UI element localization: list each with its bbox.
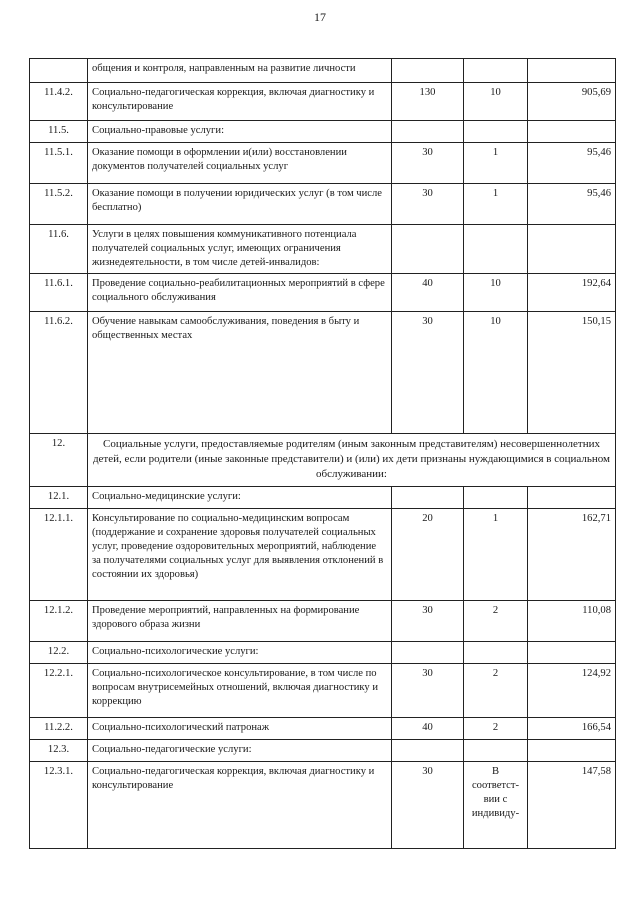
tariff	[528, 59, 616, 83]
frequency	[464, 225, 528, 274]
service-name: Услуги в целях повышения коммуникативного потенциала получателей социальных услуг, имеющих ограничения жизнедеятельности, в том числе детей-инвалидов:	[88, 225, 392, 274]
time-norm	[392, 739, 464, 761]
frequency	[464, 121, 528, 143]
frequency	[464, 59, 528, 83]
table-row	[30, 83, 616, 121]
service-name: Социально-правовые услуги:	[88, 121, 392, 143]
time-norm	[392, 59, 464, 83]
item-number: 12.1.2.	[30, 600, 88, 641]
time-norm: 40	[392, 717, 464, 739]
service-name: Обучение навыкам самообслуживания, поведения в быту и общественных местах	[88, 311, 392, 433]
table-row	[30, 641, 616, 663]
tariff: 95,46	[528, 143, 616, 184]
item-number: 11.4.2.	[30, 83, 88, 121]
table-row	[30, 739, 616, 761]
item-number: 12.3.	[30, 739, 88, 761]
table-row	[30, 59, 616, 83]
tariff: 124,92	[528, 663, 616, 717]
item-number: 12.1.1.	[30, 508, 88, 600]
time-norm: 30	[392, 143, 464, 184]
section-heading: Социальные услуги, предоставляемые родителям (иным законным представителям) несовершеннолетних детей, если родители (иные законные представители) и (или) их дети признаны нуждающимися в социальном обслуживании:	[88, 433, 616, 486]
frequency: 2	[464, 717, 528, 739]
table-row	[30, 600, 616, 641]
frequency: 2	[464, 600, 528, 641]
table-row	[30, 508, 616, 600]
time-norm: 40	[392, 273, 464, 311]
item-number: 12.2.1.	[30, 663, 88, 717]
frequency: 1	[464, 143, 528, 184]
service-name: Социально-педагогические услуги:	[88, 739, 392, 761]
item-number: 11.5.	[30, 121, 88, 143]
table-row	[30, 717, 616, 739]
time-norm: 30	[392, 663, 464, 717]
frequency: 10	[464, 83, 528, 121]
tariff: 110,08	[528, 600, 616, 641]
service-name: Проведение мероприятий, направленных на формирование здорового образа жизни	[88, 600, 392, 641]
services-table	[29, 58, 616, 849]
tariff: 905,69	[528, 83, 616, 121]
tariff: 150,15	[528, 311, 616, 433]
page-number: 17	[314, 10, 326, 24]
frequency: 1	[464, 184, 528, 225]
table-row	[30, 184, 616, 225]
time-norm: 30	[392, 184, 464, 225]
service-name: Проведение социально-реабилитационных мероприятий в сфере социального обслуживания	[88, 273, 392, 311]
tariff	[528, 641, 616, 663]
item-number: 11.2.2.	[30, 717, 88, 739]
frequency	[464, 739, 528, 761]
item-number: 12.	[30, 433, 88, 486]
item-number	[30, 59, 88, 83]
table-row	[30, 311, 616, 433]
frequency: В соответст-вии с индивиду-	[464, 761, 528, 848]
time-norm	[392, 641, 464, 663]
table-row	[30, 143, 616, 184]
table-row	[30, 761, 616, 848]
time-norm: 130	[392, 83, 464, 121]
item-number: 12.1.	[30, 486, 88, 508]
service-name: Социально-педагогическая коррекция, включая диагностику и консультирование	[88, 83, 392, 121]
frequency	[464, 641, 528, 663]
frequency: 10	[464, 273, 528, 311]
frequency: 10	[464, 311, 528, 433]
table-row	[30, 663, 616, 717]
time-norm: 30	[392, 761, 464, 848]
time-norm: 30	[392, 600, 464, 641]
frequency	[464, 486, 528, 508]
service-name: Социально-педагогическая коррекция, включая диагностику и консультирование	[88, 761, 392, 848]
service-name: Социально-психологическое консультирование, в том числе по вопросам внутрисемейных отношений, включая диагностику и коррекцию	[88, 663, 392, 717]
service-name: Социально-медицинские услуги:	[88, 486, 392, 508]
table-row	[30, 225, 616, 274]
time-norm: 30	[392, 311, 464, 433]
frequency: 2	[464, 663, 528, 717]
service-name: Оказание помощи в оформлении и(или) восстановлении документов получателей социальных услуг	[88, 143, 392, 184]
tariff	[528, 486, 616, 508]
item-number: 11.6.1.	[30, 273, 88, 311]
frequency: 1	[464, 508, 528, 600]
service-name: Социально-психологический патронаж	[88, 717, 392, 739]
tariff	[528, 121, 616, 143]
time-norm	[392, 486, 464, 508]
service-name: Консультирование по социально-медицинским вопросам (поддержание и сохранение здоровья получателей социальных услуг, проведение оздоровительных мероприятий, наблюдение за получателями социальных услуг для выявления отклонений в состоянии их здоровья)	[88, 508, 392, 600]
service-name: Оказание помощи в получении юридических услуг (в том числе бесплатно)	[88, 184, 392, 225]
item-number: 11.5.2.	[30, 184, 88, 225]
item-number: 12.2.	[30, 641, 88, 663]
tariff: 162,71	[528, 508, 616, 600]
time-norm	[392, 225, 464, 274]
time-norm: 20	[392, 508, 464, 600]
tariff: 95,46	[528, 184, 616, 225]
tariff: 166,54	[528, 717, 616, 739]
table-row	[30, 433, 616, 486]
table-row	[30, 121, 616, 143]
service-name: Социально-психологические услуги:	[88, 641, 392, 663]
item-number: 12.3.1.	[30, 761, 88, 848]
time-norm	[392, 121, 464, 143]
table-row	[30, 486, 616, 508]
item-number: 11.5.1.	[30, 143, 88, 184]
tariff: 147,58	[528, 761, 616, 848]
item-number: 11.6.2.	[30, 311, 88, 433]
tariff	[528, 225, 616, 274]
table-row	[30, 273, 616, 311]
tariff	[528, 739, 616, 761]
service-name: общения и контроля, направленным на развитие личности	[88, 59, 392, 83]
item-number: 11.6.	[30, 225, 88, 274]
tariff: 192,64	[528, 273, 616, 311]
